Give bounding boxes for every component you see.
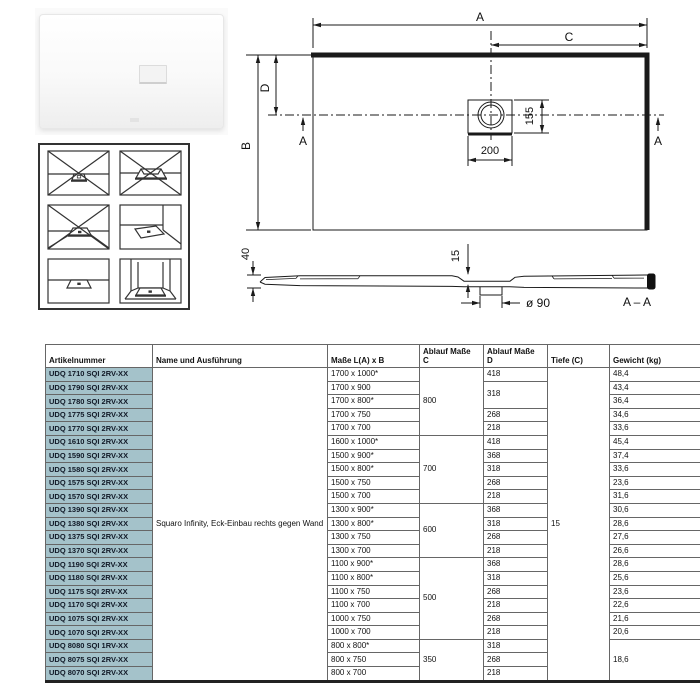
gewicht-cell: 25,6	[610, 571, 700, 585]
size-cell: 1700 x 900	[328, 381, 420, 395]
dim-label-15: 15	[450, 249, 462, 263]
section-arrow-label-right: A	[653, 134, 663, 148]
size-cell: 1100 x 700	[328, 599, 420, 613]
gewicht-cell: 27,6	[610, 531, 700, 545]
shower-tray-image	[39, 14, 224, 129]
ablauf-d-cell: 318	[484, 381, 548, 408]
ablauf-d-cell: 318	[484, 463, 548, 477]
size-cell: 800 x 750	[328, 653, 420, 667]
article-number-cell: UDQ 1190 SQI 2RV-XX	[46, 558, 153, 572]
ablauf-d-cell: 268	[484, 408, 548, 422]
gewicht-cell: 36,4	[610, 395, 700, 409]
article-number-cell: UDQ 8080 SQI 1RV-XX	[46, 639, 153, 653]
ablauf-c-cell: 800	[420, 368, 484, 436]
ablauf-d-cell: 218	[484, 667, 548, 682]
ablauf-d-cell: 318	[484, 571, 548, 585]
ablauf-d-cell: 418	[484, 435, 548, 449]
size-cell: 1700 x 700	[328, 422, 420, 436]
article-number-cell: UDQ 1610 SQI 2RV-XX	[46, 435, 153, 449]
size-cell: 800 x 700	[328, 667, 420, 682]
ablauf-d-cell: 218	[484, 544, 548, 558]
brand-mark	[130, 118, 139, 122]
spec-table	[45, 344, 700, 683]
size-cell: 1500 x 900*	[328, 449, 420, 463]
size-cell: 1100 x 800*	[328, 571, 420, 585]
gewicht-cell: 26,6	[610, 544, 700, 558]
ablauf-c-cell: 350	[420, 639, 484, 681]
article-number-cell: UDQ 1780 SQI 2RV-XX	[46, 395, 153, 409]
gewicht-cell: 18,6	[610, 639, 700, 681]
article-number-cell: UDQ 1580 SQI 2RV-XX	[46, 463, 153, 477]
ablauf-d-cell: 418	[484, 368, 548, 382]
column-header: Gewicht (kg)	[610, 345, 700, 368]
table-row	[46, 368, 700, 382]
gewicht-cell: 33,6	[610, 463, 700, 477]
gewicht-cell: 43,4	[610, 381, 700, 395]
dim-label-200: 200	[480, 145, 500, 157]
section-arrow-label-left: A	[298, 134, 308, 148]
article-number-cell: UDQ 8075 SQI 2RV-XX	[46, 653, 153, 667]
column-header: Ablauf Maße D	[484, 345, 548, 368]
ablauf-d-cell: 268	[484, 612, 548, 626]
article-number-cell: UDQ 1575 SQI 2RV-XX	[46, 476, 153, 490]
column-header: Ablauf Maße C	[420, 345, 484, 368]
ablauf-d-cell: 218	[484, 626, 548, 640]
article-number-cell: UDQ 1375 SQI 2RV-XX	[46, 531, 153, 545]
ablauf-d-cell: 218	[484, 599, 548, 613]
technical-drawing	[238, 6, 670, 318]
product-photo	[35, 8, 228, 135]
size-cell: 1300 x 900*	[328, 503, 420, 517]
gewicht-cell: 20,6	[610, 626, 700, 640]
gewicht-cell: 21,6	[610, 612, 700, 626]
gewicht-cell: 30,6	[610, 503, 700, 517]
gewicht-cell: 37,4	[610, 449, 700, 463]
spec-table-head	[46, 345, 700, 368]
gewicht-cell: 33,6	[610, 422, 700, 436]
article-number-cell: UDQ 1590 SQI 2RV-XX	[46, 449, 153, 463]
size-cell: 1600 x 1000*	[328, 435, 420, 449]
pictogram-single-wall-allowed-icon	[47, 258, 110, 304]
ablauf-d-cell: 218	[484, 422, 548, 436]
ablauf-d-cell: 268	[484, 531, 548, 545]
ablauf-d-cell: 318	[484, 639, 548, 653]
size-cell: 1300 x 800*	[328, 517, 420, 531]
dim-label-40: 40	[240, 247, 252, 261]
ablauf-d-cell: 218	[484, 490, 548, 504]
size-cell: 1000 x 750	[328, 612, 420, 626]
article-number-cell: UDQ 1710 SQI 2RV-XX	[46, 368, 153, 382]
size-cell: 1300 x 700	[328, 544, 420, 558]
dim-label-d: D	[258, 83, 272, 93]
column-header: Maße L(A) x B	[328, 345, 420, 368]
article-number-cell: UDQ 1570 SQI 2RV-XX	[46, 490, 153, 504]
size-cell: 1100 x 900*	[328, 558, 420, 572]
pictogram-corner-allowed-icon	[119, 204, 182, 250]
article-number-cell: UDQ 1390 SQI 2RV-XX	[46, 503, 153, 517]
pictogram-niche-allowed-icon	[119, 258, 182, 304]
dim-label-b: B	[239, 141, 253, 151]
column-header: Name und Ausführung	[153, 345, 328, 368]
gewicht-cell: 22,6	[610, 599, 700, 613]
ablauf-d-cell: 368	[484, 449, 548, 463]
ablauf-d-cell: 268	[484, 653, 548, 667]
pictogram-room-center-crossed-icon	[47, 204, 110, 250]
size-cell: 1100 x 750	[328, 585, 420, 599]
ablauf-d-cell: 268	[484, 585, 548, 599]
spec-table-body	[46, 368, 700, 682]
article-number-cell: UDQ 1070 SQI 2RV-XX	[46, 626, 153, 640]
section-view-label: A – A	[622, 295, 652, 309]
ablauf-c-cell: 600	[420, 503, 484, 557]
gewicht-cell: 23,6	[610, 476, 700, 490]
tiefe-cell: 15	[548, 368, 610, 682]
column-header: Tiefe (C)	[548, 345, 610, 368]
ablauf-c-cell: 700	[420, 435, 484, 503]
header-row	[46, 345, 700, 368]
plan-view	[246, 18, 664, 230]
pictogram-freestanding-crossed-icon	[47, 150, 110, 196]
size-cell: 800 x 800*	[328, 639, 420, 653]
dim-label-c: C	[564, 30, 574, 44]
size-cell: 1500 x 700	[328, 490, 420, 504]
ablauf-d-cell: 268	[484, 476, 548, 490]
article-number-cell: UDQ 1370 SQI 2RV-XX	[46, 544, 153, 558]
gewicht-cell: 48,4	[610, 368, 700, 382]
pictogram-wall-back-crossed-icon	[119, 150, 182, 196]
article-number-cell: UDQ 1175 SQI 2RV-XX	[46, 585, 153, 599]
installation-pictograms	[38, 143, 190, 310]
article-number-cell: UDQ 8070 SQI 2RV-XX	[46, 667, 153, 682]
article-number-cell: UDQ 1170 SQI 2RV-XX	[46, 599, 153, 613]
article-number-cell: UDQ 1790 SQI 2RV-XX	[46, 381, 153, 395]
size-cell: 1500 x 750	[328, 476, 420, 490]
dim-label-drain-diameter: ø 90	[525, 296, 551, 310]
gewicht-cell: 28,6	[610, 558, 700, 572]
gewicht-cell: 45,4	[610, 435, 700, 449]
article-number-cell: UDQ 1770 SQI 2RV-XX	[46, 422, 153, 436]
ablauf-d-cell: 318	[484, 517, 548, 531]
size-cell: 1300 x 750	[328, 531, 420, 545]
size-cell: 1700 x 800*	[328, 395, 420, 409]
ablauf-c-cell: 500	[420, 558, 484, 640]
size-cell: 1500 x 800*	[328, 463, 420, 477]
article-number-cell: UDQ 1180 SQI 2RV-XX	[46, 571, 153, 585]
ablauf-d-cell: 368	[484, 558, 548, 572]
size-cell: 1700 x 1000*	[328, 368, 420, 382]
article-number-cell: UDQ 1075 SQI 2RV-XX	[46, 612, 153, 626]
gewicht-cell: 31,6	[610, 490, 700, 504]
size-cell: 1700 x 750	[328, 408, 420, 422]
gewicht-cell: 34,6	[610, 408, 700, 422]
name-cell: Squaro Infinity, Eck-Einbau rechts gegen Wand	[153, 368, 328, 682]
gewicht-cell: 23,6	[610, 585, 700, 599]
ablauf-d-cell: 368	[484, 503, 548, 517]
dim-label-155: 155	[524, 106, 536, 126]
gewicht-cell: 28,6	[610, 517, 700, 531]
article-number-cell: UDQ 1380 SQI 2RV-XX	[46, 517, 153, 531]
article-number-cell: UDQ 1775 SQI 2RV-XX	[46, 408, 153, 422]
size-cell: 1000 x 700	[328, 626, 420, 640]
column-header: Artikelnummer	[46, 345, 153, 368]
dim-label-a: A	[475, 10, 485, 24]
drain-cover	[139, 65, 167, 84]
